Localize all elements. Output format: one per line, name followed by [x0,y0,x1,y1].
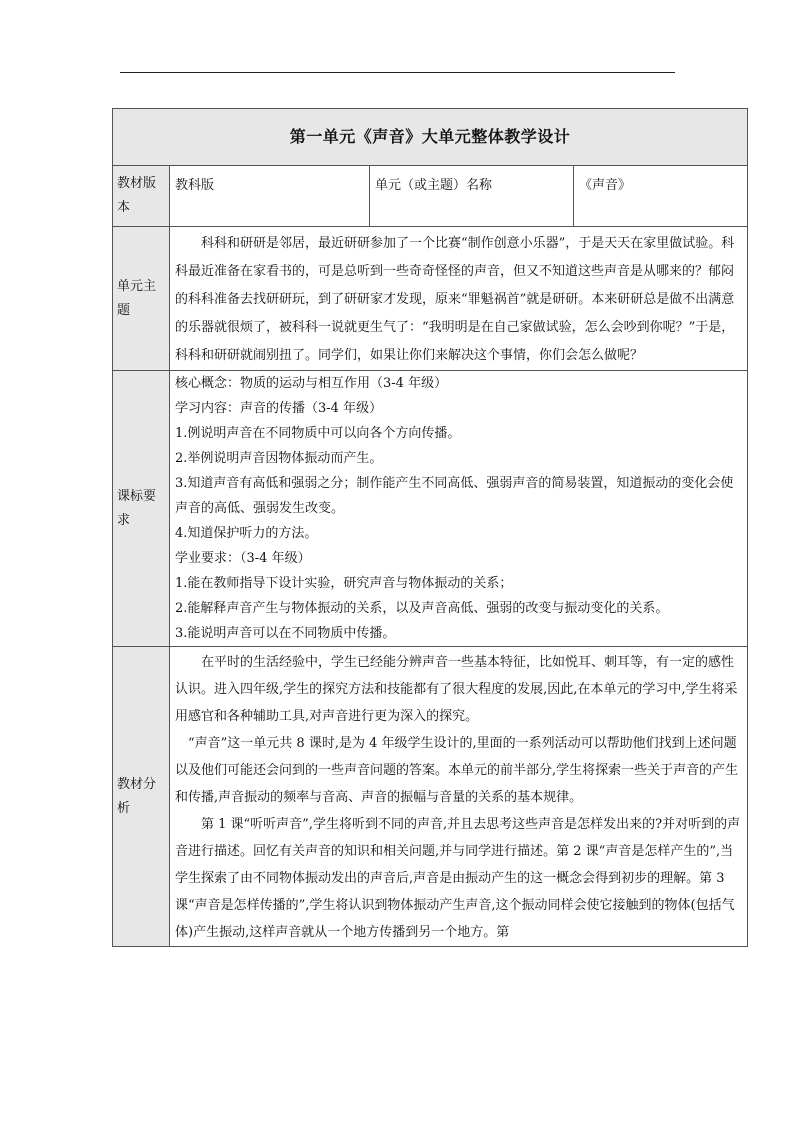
theme-label: 单元主题 [113,227,170,371]
teaching-design-table [112,108,748,947]
standard-content [170,371,748,647]
standard-line: 3.能说明声音可以在不同物质中传播。 [175,626,396,641]
standard-line: 2.举例说明声音因物体振动而产生。 [175,451,383,466]
analysis-paragraph: 在平时的生活经验中，学生已经能分辨声音一些基本特征，比如悦耳、刺耳等，有一定的感性认识。进入四年级,学生的探究方法和技能都有了很大程度的发展,因此,在本单元的学习中,学生将采用感官和各种辅助工具,对声音进行更为深入的探究。 [175,655,738,724]
standard-line: 核心概念：物质的运动与相互作用（3-4 年级） [175,376,448,391]
analysis-label: 教材分析 [113,647,170,947]
standard-line: 4.知道保护听力的方法。 [175,526,318,541]
theme-paragraph: 科科和研研是邻居，最近研研参加了一个比赛“制作创意小乐器”，于是天天在家里做试验。科科最近准备在家看书的，可是总听到一些奇奇怪怪的声音，但又不知道这些声音是从哪来的？郁闷的科科准备去找研研玩，到了研研家才发现，原来“罪魁祸首”就是研研。本来研研总是做不出满意的乐器就很烦了，被科科一说就更生气了：“我明明是在自己家做试验，怎么会吵到你呢？”于是，科科和研研就闹别扭了。同学们，如果让你们来解决这个事情，你们会怎么做呢？ [175,236,735,363]
standard-line: 3.知道声音有高低和强弱之分；制作能产生不同高低、强弱声音的简易装置，知道振动的变化会使声音的高低、强弱发生改变。 [175,476,734,516]
analysis-paragraph: 第 1 课“听听声音”,学生将听到不同的声音,并且去思考这些声音是怎样发出来的?并对听到的声音进行描述。回忆有关声音的知识和相关问题,并与同学进行描述。第 2 课“声音是怎样产生的”,当学生探索了由不同物体振动发出的声音后,声音是由振动产生的这一概念会得到初步的理解。第 3 课“声音是怎样传播的”,学生将认识到物体振动产生声音,这个振动同样会使它接触到的物体(包括气体)产生振动,这样声音就从一个地方传播到另一个地方。第 [175,817,741,940]
standard-line: 1.能在教师指导下设计实验，研究声音与物体振动的关系； [175,576,513,591]
standard-line: 学习内容：声音的传播（3-4 年级） [175,401,383,416]
analysis-paragraph: “声音”这一单元共 8 课时,是为 4 年级学生设计的,里面的一系列活动可以帮助他们找到上述问题以及他们可能还会问到的一些声音问题的答案。本单元的前半部分,学生将探索一些关于声音的产生和传播,声音振动的频率与音高、声音的振幅与音量的关系的基本规律。 [175,736,739,805]
header-rule [120,72,675,73]
standard-label: 课标要求 [113,371,170,647]
analysis-content [170,647,748,947]
standard-line: 1.例说明声音在不同物质中可以向各个方向传播。 [175,426,461,441]
standard-line: 学业要求：（3-4 年级） [175,551,311,566]
theme-content [170,227,748,371]
title-row [113,109,748,166]
edition-value: 教科版 [170,166,370,227]
standard-line: 2.能解释声音产生与物体振动的关系，以及声音高低、强弱的改变与振动变化的关系。 [175,601,669,616]
unit-name-value: 《声音》 [574,166,748,227]
document-title: 第一单元《声音》大单元整体教学设计 [113,109,748,166]
unit-name-label: 单元（或主题）名称 [370,166,574,227]
edition-label: 教材版本 [113,166,170,227]
theme-row [113,227,748,371]
analysis-row [113,647,748,947]
meta-row [113,166,748,227]
standard-row [113,371,748,647]
